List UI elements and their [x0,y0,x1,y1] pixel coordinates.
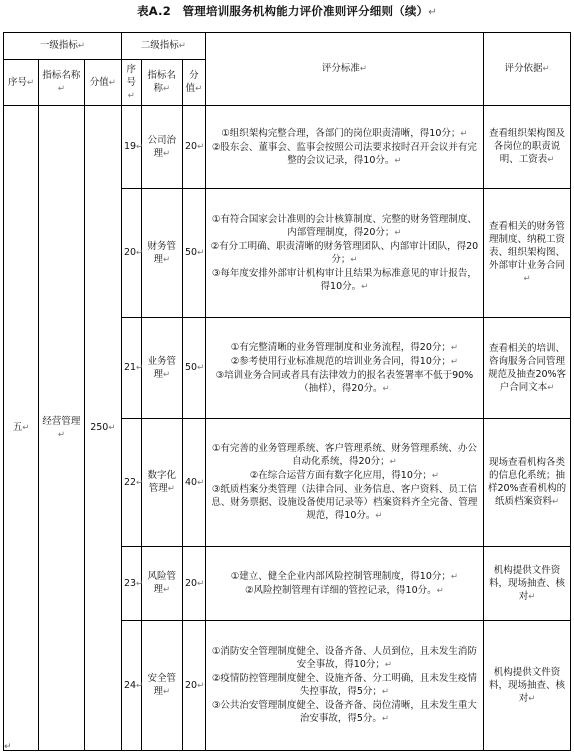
paragraph-mark-icon: ↵ [428,7,437,18]
row-criteria [205,106,483,189]
header-name-1: 指标名称↵ [39,60,85,106]
level1-score: 250↵ [84,106,121,751]
header-name-2: 指标名称↵ [141,60,182,106]
criteria-item: ③公共治安管理制度健全、设备齐备、岗位清晰，且未发生重大治安事故，得5分。↵ [211,700,477,724]
criteria-item: ②参考使用行业标准规范的培训业务合同，得10分；↵ [230,355,459,367]
criteria-item: ②疫情防控管理制度健全、设施齐备、分工明确，且未发生疫情失控事故，得5分；↵ [211,673,477,697]
header-seq-2: 序号↵ [121,60,141,106]
row-basis: 查看相关的培训、咨询服务合同管理规范及抽查20%客户合同文本↵ [484,318,571,419]
row-basis: 机构提供文件资料，现场抽查、核对↵ [484,547,571,621]
criteria-item: ②风险控制管理有详细的管控记录，得10分。↵ [245,584,444,596]
row-seq: 23↵ [121,547,141,621]
row-seq: 24↵ [121,621,141,751]
row-basis: 查看相关的财务管理制度、纳税工资表、组织架构图、外部审计业务合同↵ [484,189,571,318]
row-score: 40↵ [182,419,205,547]
criteria-item: ②在综合运营方面有数字化应用，得10分；↵ [249,470,440,481]
criteria-item: ①有完善的业务管理系统、客户管理系统、财务管理系统、办公自动化系统，得20分；↵ [211,443,477,467]
table-title: 表A.2 管理培训服务机构能力评价准则评分细则（续）↵ [137,4,437,18]
header-level2: 二级指标↵ [121,33,205,60]
row-basis: 查看组织架构图及各岗位的职责说明、工资表↵ [484,106,571,189]
row-seq: 19↵ [121,106,141,189]
row-score: 20↵ [182,621,205,751]
criteria-item: ①建立、健全企业内部风险控制管理制度，得10分；↵ [230,570,459,582]
row-score: 50↵ [182,189,205,318]
row-criteria [205,621,483,751]
row-score: 50↵ [182,318,205,419]
header-score-1: 分值↵ [84,60,121,106]
table-row [4,106,571,189]
row-name: 公司治理↵ [141,106,182,189]
header-score-2: 分值↵ [182,60,205,106]
row-seq: 20↵ [121,189,141,318]
level1-name: 经营管理↵ [39,106,85,751]
header-row-top [4,33,571,60]
row-name: 风险管理↵ [141,547,182,621]
row-name: 业务管理↵ [141,318,182,419]
row-score: 20↵ [182,547,205,621]
row-basis: 机构提供文件资料，现场抽查、核对↵ [484,621,571,751]
header-level1: 一级指标↵ [4,33,122,60]
row-name: 财务管理↵ [141,189,182,318]
row-criteria [205,547,483,621]
row-score: 20↵ [182,106,205,189]
criteria-item: ②股东会、董事会、监事会按照公司法要求按时召开会议并有完整的会议记录，得10分。↵ [211,141,477,166]
row-criteria [205,419,483,547]
criteria-item: ③培训业务合同或者具有法律效力的报名表签署率不低于90%（抽样），得20分。↵ [215,369,474,394]
criteria-item: ①有完整清晰的业务管理制度和业务流程，得20分；↵ [230,341,459,353]
row-seq: 22↵ [121,419,141,547]
row-basis: 现场查看机构各类的信息化系统；抽样20%查看机构的纸质档案资料↵ [484,419,571,547]
row-criteria [205,189,483,318]
criteria-item: ①组织架构完整合理，各部门的岗位职责清晰，得10分；↵ [221,127,468,139]
row-name: 安全管理↵ [141,621,182,751]
scoring-table [3,32,571,751]
row-seq: 21↵ [121,318,141,419]
row-name: 数字化管理↵ [141,419,182,547]
trailing-paragraph-mark-icon: ↵ [4,742,12,752]
row-criteria [205,318,483,419]
header-seq-1: 序号↵ [4,60,39,106]
level1-seq: 五↵ [4,106,39,751]
header-basis: 评分依据↵ [484,33,571,106]
criteria-item: ③纸质档案分类管理（法律合同、业务信息、客户资料、员工信息、财务票据、设施设备使用记录等）档案资料齐全完备、管理规范，得10分。↵ [211,484,478,521]
header-criteria: 评分标准↵ [205,33,483,106]
criteria-item: ③每年度安排外部审计机构审计且结果为标准意见的审计报告，得10分。↵ [211,267,477,292]
criteria-item: ②有分工明确、职责清晰的财务管理团队、内部审计团队，得20分；↵ [210,240,479,265]
criteria-item: ①有符合国家会计准则的会计核算制度、完整的财务管理制度、内部管理制度，得20分；↵ [211,213,477,238]
criteria-item: ①消防安全管理制度健全、设备齐备、人员到位，且未发生消防安全事故，得10分；↵ [211,646,477,670]
